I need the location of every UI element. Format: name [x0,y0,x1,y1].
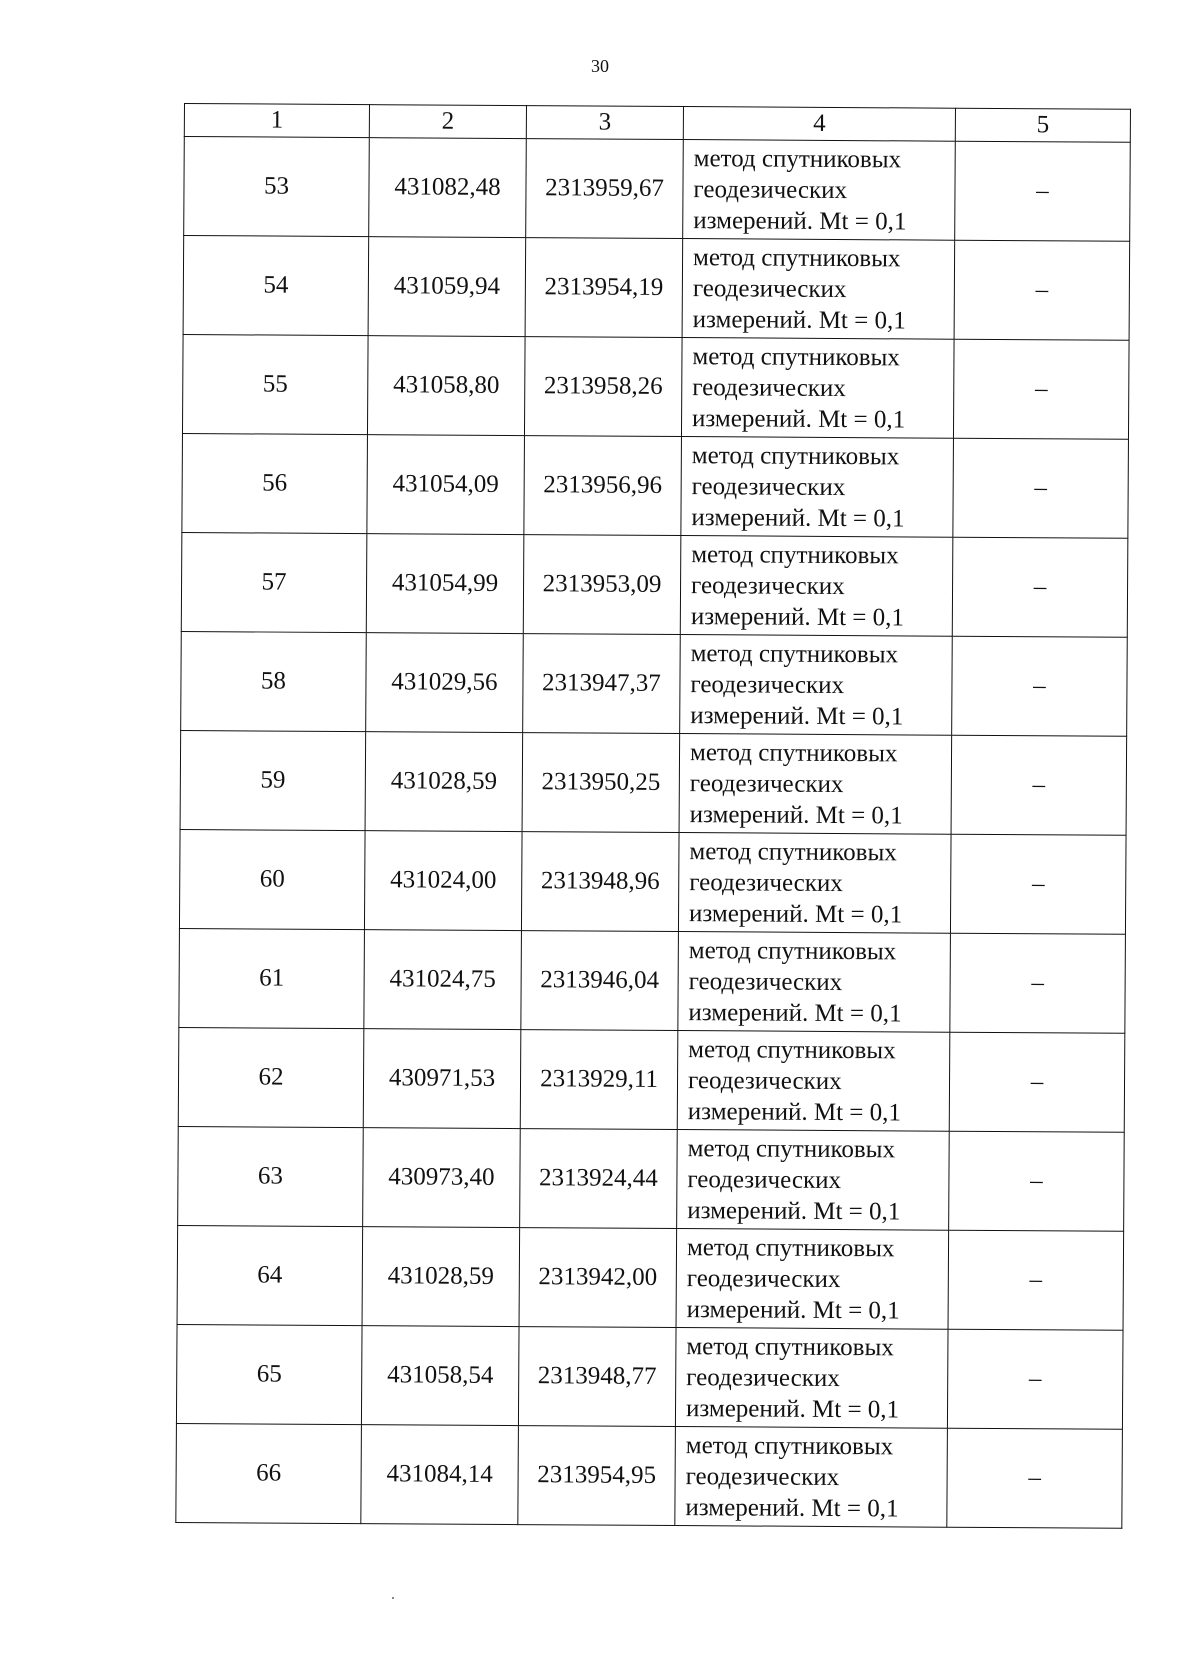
method-cell [680,536,953,637]
method-line: измерений. Mt = 0,1 [686,1295,900,1324]
point-number-cell: 55 [182,334,368,434]
note-cell: – [955,141,1131,241]
point-number-cell: 57 [181,532,367,632]
point-number-cell: 63 [178,1126,364,1226]
y-coordinate-cell: 2313947,37 [523,634,681,734]
table-row [178,1027,1125,1132]
y-coordinate-cell: 2313956,96 [524,436,682,536]
note-cell: – [949,1131,1125,1231]
x-coordinate-cell: 431058,54 [361,1326,519,1426]
method-line: измерений. Mt = 0,1 [685,1394,900,1423]
coordinates-table [175,103,1131,1529]
table-row [177,1225,1124,1330]
note-cell: – [950,933,1126,1033]
method-cell [678,932,951,1033]
x-coordinate-cell: 431054,09 [367,435,525,535]
method-line: измерений. Mt = 0,1 [690,602,905,631]
header-col-2: 2 [369,105,526,139]
method-line: геодезических [689,868,843,897]
header-col-4: 4 [683,107,955,142]
method-line: измерений. Mt = 0,1 [692,305,906,334]
method-cell [677,1130,950,1231]
x-coordinate-cell: 430973,40 [363,1128,521,1228]
point-number-cell: 62 [178,1027,364,1127]
method-cell [677,1031,950,1132]
method-line: геодезических [691,472,846,501]
method-line: геодезических [692,274,847,303]
method-line: метод спутниковых [691,441,900,470]
y-coordinate-cell: 2313958,26 [524,337,682,437]
x-coordinate-cell: 431084,14 [361,1425,519,1525]
note-cell: – [951,735,1127,835]
x-coordinate-cell: 431028,59 [365,732,523,832]
method-line: метод спутниковых [686,1233,895,1262]
x-coordinate-cell: 431058,80 [367,336,525,436]
y-coordinate-cell: 2313954,95 [518,1426,676,1526]
note-cell: – [950,834,1126,934]
table-body [176,137,1130,1529]
table-row [176,1324,1123,1429]
method-line: метод спутниковых [693,144,902,173]
y-coordinate-cell: 2313950,25 [522,733,680,833]
note-cell: – [947,1428,1123,1528]
x-coordinate-cell: 431029,56 [366,633,524,733]
y-coordinate-cell: 2313953,09 [523,535,681,635]
table-row [181,631,1128,736]
table-row [179,829,1126,934]
point-number-cell: 54 [183,236,369,336]
method-cell [681,437,954,538]
method-line: геодезических [686,1264,841,1293]
method-line: метод спутниковых [685,1431,894,1460]
x-coordinate-cell: 431054,99 [366,534,524,634]
point-number-cell: 60 [179,829,365,929]
y-coordinate-cell: 2313948,96 [521,832,679,932]
y-coordinate-cell: 2313946,04 [521,931,679,1031]
method-line: метод спутниковых [692,342,900,371]
method-cell [680,635,953,736]
point-number-cell: 64 [177,1225,363,1325]
point-number-cell: 66 [176,1423,362,1523]
note-cell: – [952,636,1128,736]
method-cell [676,1229,949,1330]
method-line: геодезических [686,1363,840,1392]
table-row [181,532,1128,637]
method-line: измерений. Mt = 0,1 [690,701,904,730]
point-number-cell: 61 [179,928,365,1028]
method-line: геодезических [685,1462,840,1491]
method-line: метод спутниковых [692,243,901,272]
method-cell [679,734,952,835]
method-cell [681,338,954,439]
table-row [182,334,1129,439]
method-line: измерений. Mt = 0,1 [692,404,906,433]
method-line: геодезических [692,373,846,402]
note-cell: – [947,1329,1123,1429]
method-line: метод спутниковых [690,639,899,668]
method-cell [682,239,955,340]
method-line: измерений. Mt = 0,1 [693,206,907,235]
table-row [184,137,1131,242]
x-coordinate-cell: 431024,75 [364,930,522,1030]
method-line: измерений. Mt = 0,1 [691,503,905,532]
note-cell: – [954,240,1130,340]
note-cell: – [952,537,1128,637]
header-col-5: 5 [955,108,1130,142]
x-coordinate-cell: 431059,94 [368,237,526,337]
y-coordinate-cell: 2313959,67 [526,139,684,239]
method-line: измерений. Mt = 0,1 [687,1097,902,1126]
point-number-cell: 65 [176,1324,362,1424]
method-line: метод спутниковых [691,540,899,569]
y-coordinate-cell: 2313948,77 [518,1327,676,1427]
table-row [183,236,1130,341]
header-col-3: 3 [526,106,683,140]
method-line: метод спутниковых [687,1134,896,1163]
method-cell [675,1328,948,1429]
point-number-cell: 56 [182,433,368,533]
method-line: измерений. Mt = 0,1 [688,998,902,1027]
x-coordinate-cell: 430971,53 [363,1029,521,1129]
note-cell: – [953,438,1129,538]
x-coordinate-cell: 431024,00 [364,831,522,931]
note-cell: – [948,1230,1124,1330]
stray-dot [392,1597,394,1599]
method-line: метод спутниковых [688,936,897,965]
method-line: измерений. Mt = 0,1 [687,1196,901,1225]
method-line: геодезических [688,967,843,996]
y-coordinate-cell: 2313954,19 [525,238,683,338]
method-line: геодезических [690,670,845,699]
method-line: геодезических [687,1066,842,1095]
table-row [180,730,1127,835]
header-col-1: 1 [184,104,369,138]
table-row [182,433,1129,538]
method-line: измерений. Mt = 0,1 [689,800,903,829]
method-line: геодезических [687,1165,842,1194]
point-number-cell: 59 [180,730,366,830]
method-line: геодезических [689,769,844,798]
note-cell: – [949,1032,1125,1132]
y-coordinate-cell: 2313929,11 [520,1030,678,1130]
x-coordinate-cell: 431082,48 [369,138,527,238]
method-cell [678,833,951,934]
method-line: метод спутниковых [689,738,898,767]
x-coordinate-cell: 431028,59 [362,1227,520,1327]
method-line: геодезических [693,175,848,204]
table-row [178,1126,1125,1231]
method-line: геодезических [690,571,845,600]
method-line: метод спутниковых [686,1332,894,1361]
method-cell [675,1427,948,1528]
table-row [179,928,1126,1033]
y-coordinate-cell: 2313942,00 [519,1228,677,1328]
table-row [176,1423,1123,1528]
method-line: измерений. Mt = 0,1 [688,899,903,928]
method-line: измерений. Mt = 0,1 [685,1493,899,1522]
y-coordinate-cell: 2313924,44 [520,1129,678,1229]
note-cell: – [953,339,1129,439]
point-number-cell: 58 [181,631,367,731]
method-cell [683,140,956,241]
method-line: метод спутниковых [688,1035,896,1064]
page-number: 30 [591,56,609,76]
point-number-cell: 53 [184,137,370,237]
method-line: метод спутниковых [689,837,897,866]
